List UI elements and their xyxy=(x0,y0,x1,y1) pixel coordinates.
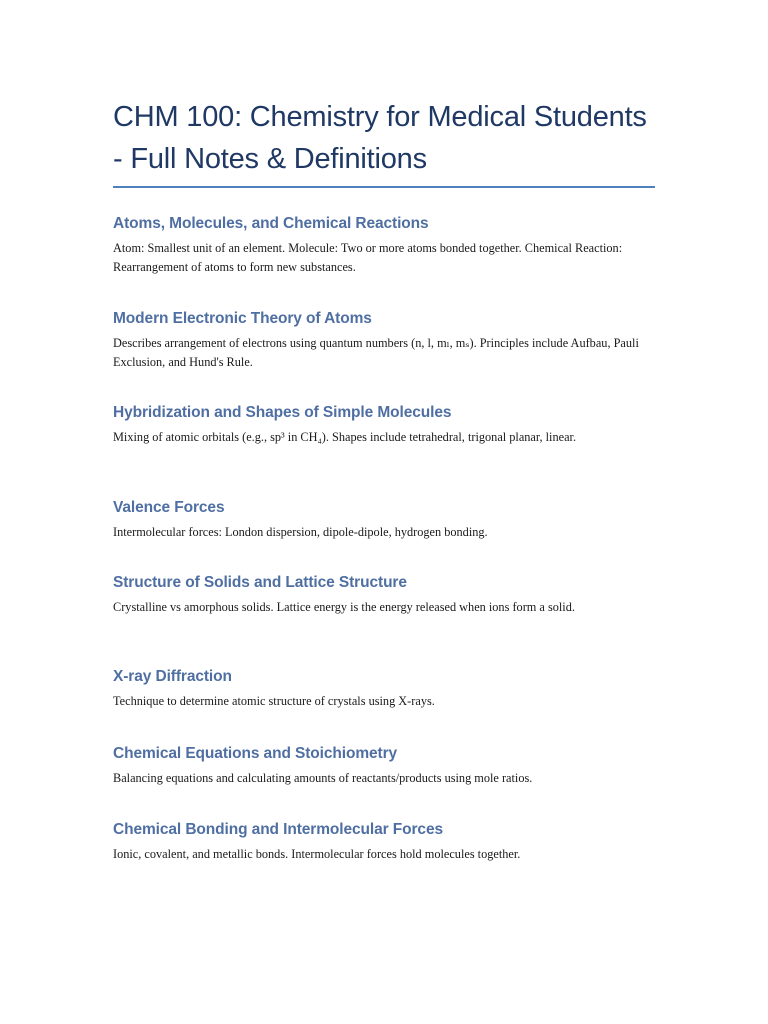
section-body: Technique to determine atomic structure of crystals using X-rays. xyxy=(113,694,435,708)
document-title: CHM 100: Chemistry for Medical Students - Full Notes & Definitions xyxy=(113,101,647,175)
section-heading: X-ray Diffraction xyxy=(113,668,232,685)
section-hybridization xyxy=(113,403,656,447)
title-underline-divider xyxy=(113,186,655,188)
section-solids-lattice xyxy=(113,573,656,617)
section-body: Balancing equations and calculating amounts of reactants/products using mole ratios. xyxy=(113,771,533,785)
section-heading: Chemical Equations and Stoichiometry xyxy=(113,745,398,762)
section-heading: Atoms, Molecules, and Chemical Reactions xyxy=(113,215,429,232)
section-heading: Valence Forces xyxy=(113,499,225,516)
section-stoichiometry xyxy=(113,744,656,788)
section-heading: Modern Electronic Theory of Atoms xyxy=(113,310,372,327)
section-heading: Chemical Bonding and Intermolecular Forces xyxy=(113,821,443,838)
section-atoms-molecules xyxy=(113,214,656,277)
section-body: Describes arrangement of electrons using quantum numbers (n, l, mₗ, mₛ). Principles include Aufbau, Pauli Exclusion, and Hund's Rule. xyxy=(113,336,639,369)
section-body: Crystalline vs amorphous solids. Lattice energy is the energy released when ions form a solid. xyxy=(113,600,575,614)
section-xray-diffraction xyxy=(113,667,656,711)
section-chemical-bonding xyxy=(113,820,656,864)
section-body: Ionic, covalent, and metallic bonds. Intermolecular forces hold molecules together. xyxy=(113,847,521,861)
section-body: Mixing of atomic orbitals (e.g., sp³ in CH₄). Shapes include tetrahedral, trigonal planar, linear. xyxy=(113,430,577,444)
document-page xyxy=(113,96,656,188)
section-valence-forces xyxy=(113,498,656,542)
section-body: Atom: Smallest unit of an element. Molecule: Two or more atoms bonded together. Chemical Reaction: Rearrangement of atoms to form new substances. xyxy=(113,241,623,274)
section-heading: Structure of Solids and Lattice Structure xyxy=(113,574,407,591)
section-body: Intermolecular forces: London dispersion, dipole-dipole, hydrogen bonding. xyxy=(113,525,488,539)
section-electronic-theory xyxy=(113,309,656,372)
section-heading: Hybridization and Shapes of Simple Molecules xyxy=(113,404,452,421)
